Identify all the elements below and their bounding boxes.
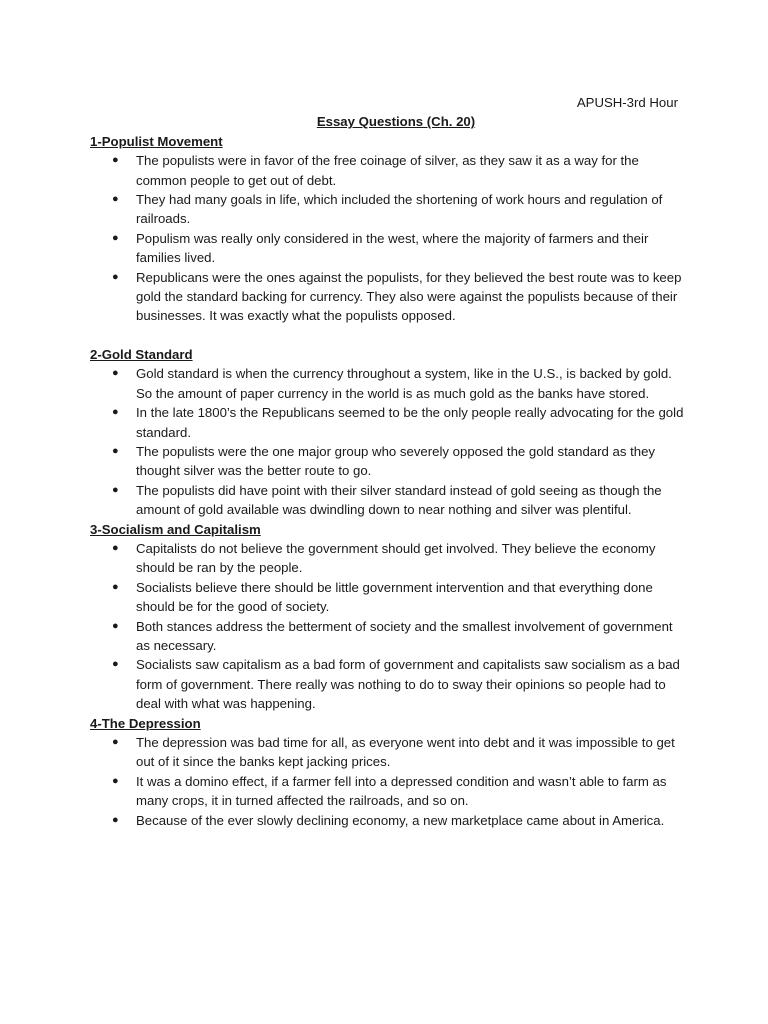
- bullet-icon: ●: [112, 444, 119, 457]
- list-item: ● Capitalists do not believe the government should get involved. They believe the economy should be ran by the people.: [112, 540, 656, 576]
- list-item: ● Republicans were the ones against the populists, for they believed the best route was to keep gold the standard backing for currency. They also were against the populists because of their businesses. It was exactly what the populists opposed.: [112, 269, 682, 324]
- bullet-list: [90, 151, 690, 326]
- bullet-icon: ●: [112, 658, 119, 671]
- bullet-icon: ●: [112, 367, 119, 380]
- bullet-icon: ●: [112, 774, 119, 787]
- list-item: ● It was a domino effect, if a farmer fell into a depressed condition and wasn’t able to farm as many crops, it in turned affected the railroads, and so on.: [112, 773, 667, 809]
- bullet-icon: ●: [112, 541, 119, 554]
- section-socialism-and-capitalism: [90, 520, 690, 714]
- bullet-icon: ●: [112, 736, 119, 748]
- list-item: ● The populists were in favor of the free coinage of silver, as they saw it as a way for the common people to get out of debt.: [112, 153, 639, 188]
- list-item: ● Both stances address the betterment of society and the smallest involvement of government as necessary.: [112, 618, 673, 653]
- document-title: Essay Questions (Ch. 20): [316, 114, 476, 130]
- section-title: 1-Populist Movement: [90, 133, 223, 149]
- bullet-list: [90, 539, 690, 714]
- list-item: ● The populists were the one major group who severely opposed the gold standard as they thought silver was the better route to go.: [112, 443, 656, 479]
- section-title: 4-The Depression: [90, 715, 201, 731]
- bullet-icon: ●: [112, 406, 119, 419]
- list-item: ● The populists did have point with their silver standard instead of gold seeing as though the amount of gold available was dwindling down to near nothing and silver was plentiful.: [112, 482, 662, 518]
- bullet-icon: ●: [112, 813, 119, 826]
- bullet-icon: ●: [112, 270, 119, 283]
- list-item: ● Socialists believe there should be little government intervention and that everything done should be for the good of society.: [112, 579, 653, 615]
- section-gold-standard: [90, 345, 690, 520]
- section-title: 3-Socialism and Capitalism: [90, 521, 261, 537]
- bullet-icon: ●: [112, 231, 119, 244]
- document-page: [90, 93, 690, 830]
- list-item: ● The depression was bad time for all, as everyone went into debt and it was impossible to get out of it since the banks kept jacking prices.: [112, 735, 675, 770]
- bullet-icon: ●: [112, 580, 119, 593]
- list-item: ● Socialists saw capitalism as a bad form of government and capitalists saw socialism as a bad form of government. There really was nothing to do to sway their opinions so people had to deal with what was happening.: [112, 657, 680, 712]
- bullet-icon: ●: [112, 619, 119, 632]
- list-item: ● In the late 1800’s the Republicans seemed to be the only people really advocating for the gold standard.: [112, 405, 684, 440]
- bullet-icon: ●: [112, 154, 119, 167]
- section-populist-movement: [90, 132, 690, 326]
- bullet-list: [90, 733, 690, 830]
- bullet-icon: ●: [112, 483, 119, 496]
- section-title: 2-Gold Standard: [90, 346, 193, 362]
- bullet-list: [90, 364, 690, 519]
- bullet-icon: ●: [112, 193, 119, 206]
- list-item: ● Populism was really only considered in the west, where the majority of farmers and their families lived.: [112, 230, 649, 266]
- list-item: ● Gold standard is when the currency throughout a system, like in the U.S., is backed by gold. So the amount of paper currency in the world is as much gold as the banks have stored.: [112, 366, 672, 401]
- list-item: ● They had many goals in life, which included the shortening of work hours and regulation of railroads.: [112, 192, 663, 227]
- list-item: ● Because of the ever slowly declining economy, a new marketplace came about in America.: [90, 811, 690, 830]
- class-header: APUSH-3rd Hour: [576, 95, 678, 110]
- section-the-depression: [90, 714, 690, 830]
